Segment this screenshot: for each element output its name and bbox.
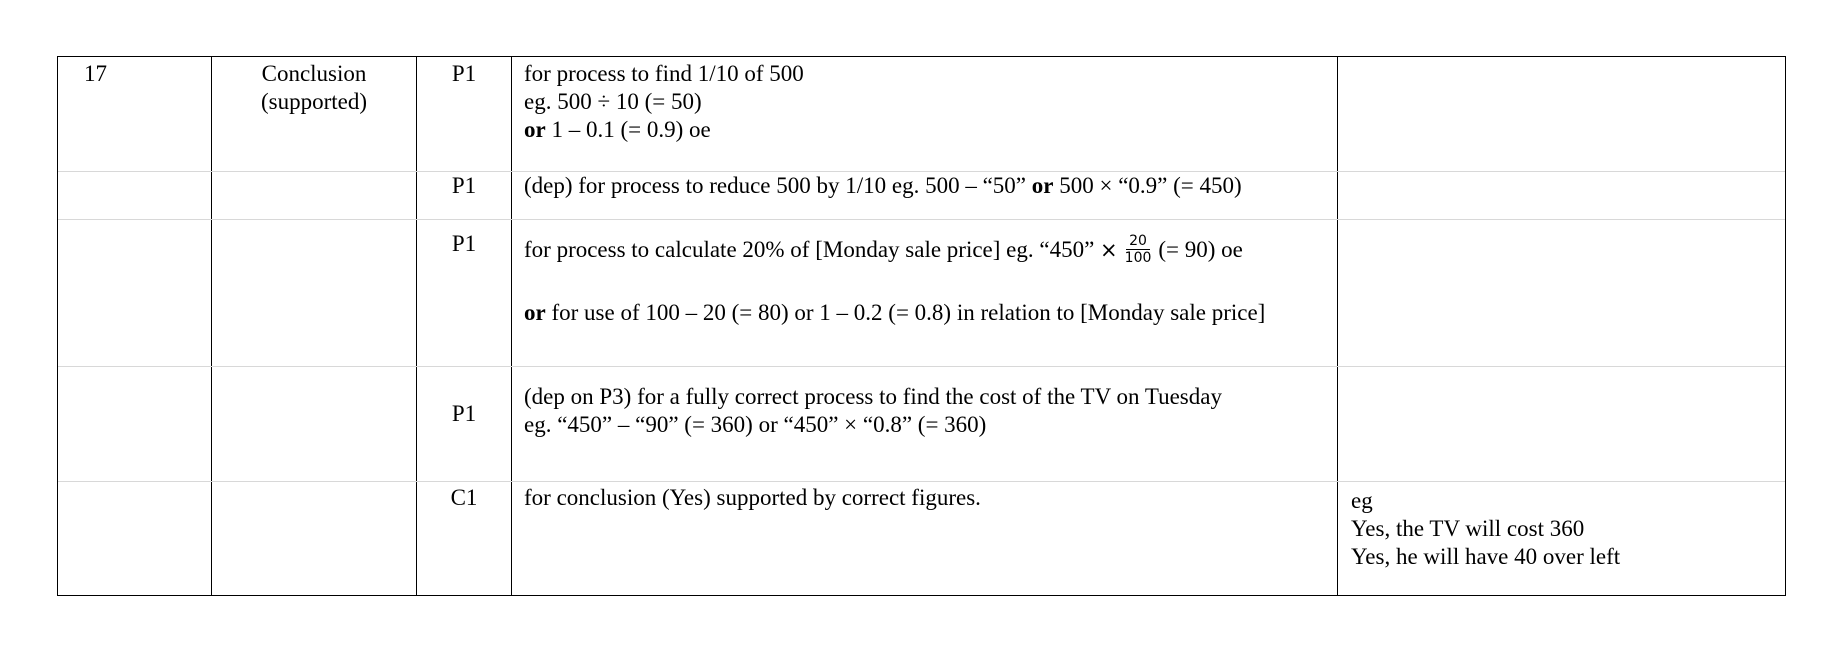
criteria-line: eg. 500 ÷ 10 (= 50) [524, 89, 702, 114]
criteria-row-3 [524, 235, 1243, 268]
guidance-line: Yes, he will have 40 over left [1351, 544, 1621, 569]
or-keyword: or [1031, 173, 1054, 198]
criteria-text: for use of 100 – 20 (= 80) or 1 – 0.2 (= 0.8) in relation to [Monday sale price] [545, 300, 1266, 325]
criteria-text: (dep) for process to reduce 500 by 1/10 eg. 500 – “50” [524, 173, 1032, 198]
column-divider [416, 56, 417, 596]
criteria-line: for process to find 1/10 of 500 [524, 61, 804, 86]
row-divider [58, 219, 1785, 220]
criteria-row-1 [524, 60, 804, 144]
criteria-line: eg. “450” – “90” (= 360) or “450” × “0.8” (= 360) [524, 412, 987, 437]
skill-cell [212, 60, 416, 116]
mark-code: P1 [451, 61, 477, 86]
criteria-text: (= 90) oe [1158, 236, 1243, 262]
skill-line-2: (supported) [260, 89, 368, 114]
column-divider [211, 56, 212, 596]
mark-code: P1 [451, 173, 477, 198]
criteria-row-5: for conclusion (Yes) supported by correct figures. [524, 485, 981, 510]
criteria-line: (dep on P3) for a fully correct process to find the cost of the TV on Tuesday [524, 384, 1222, 409]
column-divider [1337, 56, 1338, 596]
guidance-line: Yes, the TV will cost 360 [1351, 516, 1585, 541]
fraction [1122, 233, 1155, 266]
mark-code: P1 [451, 401, 477, 426]
row-divider [58, 481, 1785, 482]
row-divider [58, 366, 1785, 367]
criteria-line [524, 116, 804, 144]
criteria-text: for process to calculate 20% of [Monday sale price] eg. “450” [524, 236, 1101, 262]
or-keyword: or [524, 300, 546, 325]
fraction-denominator: 100 [1124, 250, 1152, 266]
mark-code: C1 [450, 485, 478, 510]
question-number: 17 [84, 61, 107, 86]
criteria-text: 1 – 0.1 (= 0.9) oe [551, 117, 711, 142]
criteria-text: 500 × “0.9” (= 450) [1053, 173, 1242, 198]
skill-line-1: Conclusion [261, 61, 367, 86]
guidance-line: eg [1351, 488, 1373, 513]
guidance-notes [1351, 487, 1620, 571]
or-keyword: or [524, 117, 546, 142]
column-divider [511, 56, 512, 596]
criteria-row-2 [524, 172, 1242, 200]
mark-code: P1 [451, 231, 477, 256]
criteria-row-3-alt [524, 299, 1265, 327]
multiply-sign: × [1100, 237, 1118, 262]
criteria-row-4 [524, 383, 1222, 439]
fraction-numerator: 20 [1126, 233, 1150, 250]
